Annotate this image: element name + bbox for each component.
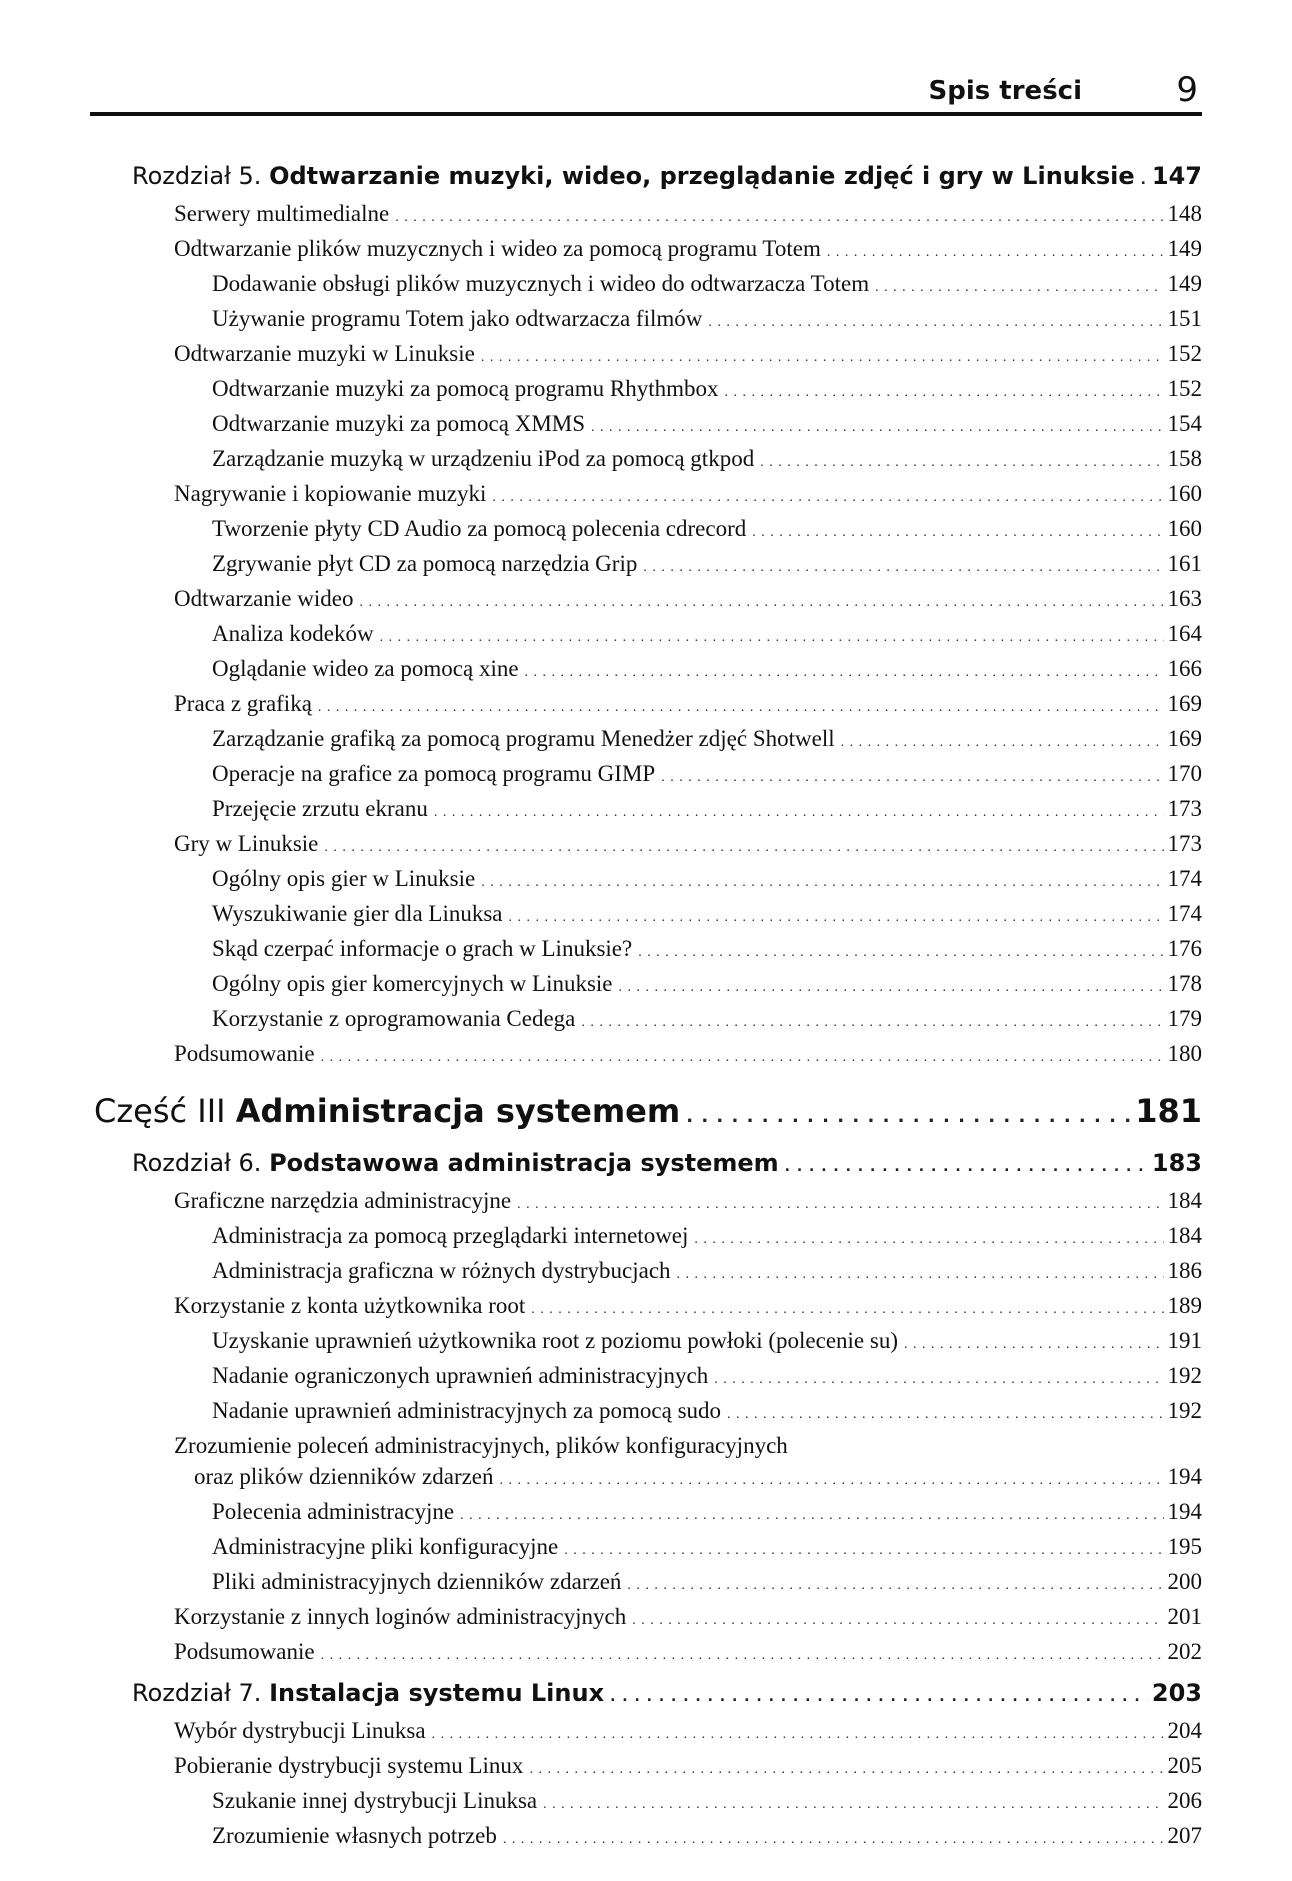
toc-entry-title: Korzystanie z konta użytkownika root [174, 1293, 526, 1318]
dot-leader [785, 1149, 1148, 1185]
toc-subsection-row [132, 1531, 1202, 1566]
toc-entry-title: Odtwarzanie wideo [174, 586, 354, 611]
toc-entry-title: Operacje na grafice za pomocą programu GIMP [212, 761, 656, 786]
dot-leader [434, 797, 1164, 828]
dot-leader [904, 1329, 1164, 1360]
toc-subsection-row [132, 548, 1202, 583]
toc-entry-title [132, 1675, 610, 1711]
part-prefix: Część III [94, 1092, 226, 1130]
toc-page-number: 169 [1167, 726, 1202, 751]
toc-subsection-row [132, 408, 1202, 443]
toc-entry-title: Administracja za pomocą przeglądarki internetowej [212, 1223, 689, 1248]
dot-leader [610, 1679, 1148, 1715]
dot-leader [481, 342, 1164, 373]
toc-page-number: 163 [1167, 586, 1202, 611]
dot-leader [841, 727, 1164, 758]
toc-chapter-row [132, 1145, 1202, 1185]
toc-entry-title: Przejęcie zrzutu ekranu [212, 796, 428, 821]
toc-entry-title: Analiza kodeków [212, 621, 374, 646]
chapter-prefix: Rozdział 7. [132, 1679, 262, 1707]
toc-subsection-row [132, 898, 1202, 933]
toc-page-number: 161 [1167, 551, 1202, 576]
toc-entry-title: Odtwarzanie muzyki za pomocą XMMS [212, 411, 586, 436]
chapter-prefix: Rozdział 6. [132, 1149, 262, 1177]
toc-section-row [132, 828, 1202, 863]
toc-page-number: 152 [1167, 341, 1202, 366]
toc-page-number: 147 [1151, 162, 1202, 190]
dot-leader [632, 1605, 1163, 1636]
toc-subsection-row [132, 373, 1202, 408]
toc-page-number: 154 [1167, 411, 1202, 436]
chapter-title: Odtwarzanie muzyki, wideo, przeglądanie zdjęć i gry w Linuksie [269, 162, 1135, 190]
toc-entry-title: Graficzne narzędzia administracyjne [174, 1188, 512, 1213]
toc-subsection-row [132, 303, 1202, 338]
dot-leader [827, 237, 1164, 268]
toc-entry-title: Zrozumienie poleceń administracyjnych, plików konfiguracyjnych [174, 1433, 788, 1458]
toc-subsection-row [132, 1820, 1202, 1855]
toc-page-number: 201 [1167, 1604, 1202, 1629]
toc-entry-title: Podsumowanie [174, 1041, 315, 1066]
toc-entry-title: Gry w Linuksie [174, 831, 319, 856]
dot-leader [1141, 162, 1148, 198]
toc-part-row [94, 1087, 1202, 1141]
toc-entry-title: Zarządzanie grafiką za pomocą programu Menedżer zdjęć Shotwell [212, 726, 835, 751]
toc-page-number: 152 [1167, 376, 1202, 401]
toc-page-number: 194 [1167, 1464, 1202, 1489]
dot-leader [359, 587, 1163, 618]
toc-entry-title: Szukanie innej dystrybucji Linuksa [212, 1788, 538, 1813]
toc-page-number: 207 [1167, 1823, 1202, 1848]
toc-page-number: 191 [1167, 1328, 1202, 1353]
toc-page-number: 184 [1167, 1188, 1202, 1213]
toc-page-number: 170 [1167, 761, 1202, 786]
toc-page-number: 204 [1167, 1718, 1202, 1743]
toc-subsection-row [132, 1220, 1202, 1255]
dot-leader [643, 552, 1163, 583]
toc-subsection-row [132, 268, 1202, 303]
dot-leader [591, 412, 1163, 443]
toc-subsection-row [132, 443, 1202, 478]
toc-entry-title: Polecenia administracyjne [212, 1499, 455, 1524]
chapter-title: Podstawowa administracja systemem [269, 1149, 779, 1177]
dot-leader [492, 482, 1163, 513]
toc-subsection-row [132, 1325, 1202, 1360]
dot-leader [714, 1364, 1163, 1395]
toc-entry-title: Administracja graficzna w różnych dystrybucjach [212, 1258, 671, 1283]
toc-page-number: 149 [1167, 271, 1202, 296]
toc-entry-title: Zrozumienie własnych potrzeb [212, 1823, 497, 1848]
toc-section-row [132, 1715, 1202, 1750]
toc-entry-title: Skąd czerpać informacje o grach w Linuksie? [212, 936, 633, 961]
toc-entry-title: Wyszukiwanie gier dla Linuksa [212, 901, 503, 926]
toc-page-number: 194 [1167, 1499, 1202, 1524]
toc-section-row [132, 478, 1202, 513]
toc-section-row [132, 1750, 1202, 1785]
toc-section-row [132, 338, 1202, 373]
toc-section-row [132, 1430, 1202, 1461]
toc-page-number: 186 [1167, 1258, 1202, 1283]
toc-page-number: 184 [1167, 1223, 1202, 1248]
toc-page-number: 205 [1167, 1753, 1202, 1778]
toc-entry-title: Korzystanie z innych loginów administracyjnych [174, 1604, 627, 1629]
toc-page-number: 206 [1167, 1788, 1202, 1813]
dot-leader [677, 1259, 1164, 1290]
dot-leader [564, 1535, 1163, 1566]
toc-page-number: 174 [1167, 866, 1202, 891]
toc-section-row [132, 1290, 1202, 1325]
toc-entry-title [132, 1145, 785, 1181]
dot-leader [503, 1824, 1164, 1855]
toc-entry-title: Wybór dystrybucji Linuksa [174, 1718, 426, 1743]
toc-entry-title: Zarządzanie muzyką w urządzeniu iPod za pomocą gtkpod [212, 446, 755, 471]
toc-page-number: 158 [1167, 446, 1202, 471]
dot-leader [760, 447, 1163, 478]
toc-subsection-row [132, 758, 1202, 793]
toc-subsection-row [132, 933, 1202, 968]
toc-page-number: 166 [1167, 656, 1202, 681]
toc-page-number: 183 [1151, 1149, 1202, 1177]
toc-page-number: 178 [1167, 971, 1202, 996]
toc-entry-title: Podsumowanie [174, 1639, 315, 1664]
toc-page-number: 164 [1167, 621, 1202, 646]
toc-entry-title: Ogólny opis gier komercyjnych w Linuksie [212, 971, 613, 996]
toc-page-number: 174 [1167, 901, 1202, 926]
toc-page-number: 149 [1167, 236, 1202, 261]
dot-leader [708, 307, 1163, 338]
toc-entry-title: Pliki administracyjnych dzienników zdarzeń [212, 1569, 622, 1594]
dot-leader [460, 1500, 1163, 1531]
dot-leader [509, 902, 1164, 933]
toc-entry-title: Nadanie ograniczonych uprawnień administracyjnych [212, 1363, 709, 1388]
dot-leader [752, 517, 1163, 548]
dot-leader [529, 1754, 1163, 1785]
toc-subsection-row [132, 1360, 1202, 1395]
toc-page-number: 200 [1167, 1569, 1202, 1594]
dot-leader [432, 1719, 1164, 1750]
toc-entry-title: Nagrywanie i kopiowanie muzyki [174, 481, 487, 506]
toc-entry-title [132, 158, 1141, 194]
toc-entry-title: Używanie programu Totem jako odtwarzacza filmów [212, 306, 703, 331]
dot-leader [517, 1189, 1163, 1220]
dot-leader [686, 1093, 1131, 1141]
toc-page-number: 176 [1167, 936, 1202, 961]
toc-entry-title: Serwery multimedialne [174, 201, 390, 226]
toc-section-row [132, 583, 1202, 618]
toc-subsection-row [132, 863, 1202, 898]
dot-leader [694, 1224, 1163, 1255]
toc-subsection-row [132, 1255, 1202, 1290]
toc-entry-title: Uzyskanie uprawnień użytkownika root z poziomu powłoki (polecenie su) [212, 1328, 898, 1353]
toc-section-row [132, 198, 1202, 233]
toc-page-number: 160 [1167, 481, 1202, 506]
toc-subsection-row [132, 793, 1202, 828]
toc-entry-title: Nadanie uprawnień administracyjnych za pomocą sudo [212, 1398, 722, 1423]
dot-leader [395, 202, 1163, 233]
toc-page-number: 192 [1167, 1398, 1202, 1423]
toc-chapter-row [132, 1675, 1202, 1715]
toc-page-number: 202 [1167, 1639, 1202, 1664]
chapter-title: Instalacja systemu Linux [269, 1679, 605, 1707]
toc-page-number: 160 [1167, 516, 1202, 541]
toc-subsection-row [132, 653, 1202, 688]
toc-subsection-row [132, 1785, 1202, 1820]
dot-leader [500, 1465, 1164, 1496]
dot-leader [324, 832, 1163, 863]
dot-leader [543, 1789, 1163, 1820]
dot-leader [321, 1640, 1164, 1671]
toc-entry-title: Oglądanie wideo za pomocą xine [212, 656, 519, 681]
dot-leader [725, 377, 1164, 408]
toc-page-number: 189 [1167, 1293, 1202, 1318]
toc-subsection-row [132, 618, 1202, 653]
toc-page-number: 179 [1167, 1006, 1202, 1031]
chapter-prefix: Rozdział 5. [132, 162, 262, 190]
dot-leader [619, 972, 1164, 1003]
dot-leader [531, 1294, 1163, 1325]
toc-chapter-row [132, 158, 1202, 198]
toc-section-row [132, 1185, 1202, 1220]
toc-entry-title: Tworzenie płyty CD Audio za pomocą polecenia cdrecord [212, 516, 747, 541]
toc-subsection-row [132, 1395, 1202, 1430]
toc-subsection-row [132, 1496, 1202, 1531]
toc-page-number: 173 [1167, 831, 1202, 856]
toc-section-row [132, 1601, 1202, 1636]
toc-section-row [132, 1636, 1202, 1671]
toc-page-number: 192 [1167, 1363, 1202, 1388]
dot-leader [380, 622, 1164, 653]
toc-page-number: 203 [1151, 1679, 1202, 1707]
dot-leader [727, 1399, 1163, 1430]
toc-entry-title: oraz plików dzienników zdarzeń [194, 1464, 494, 1489]
toc-page-number: 180 [1167, 1041, 1202, 1066]
dot-leader [627, 1570, 1163, 1601]
toc-entry-title: Odtwarzanie muzyki za pomocą programu Rhythmbox [212, 376, 719, 401]
toc-entry-title: Korzystanie z oprogramowania Cedega [212, 1006, 576, 1031]
toc-entry-title [94, 1087, 686, 1135]
dot-leader [581, 1007, 1163, 1038]
toc-entry-title: Ogólny opis gier w Linuksie [212, 866, 476, 891]
toc-subsection-row [132, 723, 1202, 758]
dot-leader [321, 1042, 1164, 1073]
toc-entry-title: Pobieranie dystrybucji systemu Linux [174, 1753, 524, 1778]
toc-subsection-row [132, 968, 1202, 1003]
table-of-contents [94, 154, 1202, 1855]
toc-entry-title: Odtwarzanie muzyki w Linuksie [174, 341, 475, 366]
running-header-title: Spis treści [928, 76, 1082, 106]
toc-entry-title: Praca z grafiką [174, 691, 312, 716]
toc-subsection-row [132, 1566, 1202, 1601]
toc-page-number: 195 [1167, 1534, 1202, 1559]
dot-leader [875, 272, 1163, 303]
toc-entry-title: Administracyjne pliki konfiguracyjne [212, 1534, 559, 1559]
toc-section-row [132, 233, 1202, 268]
toc-page-number: 173 [1167, 796, 1202, 821]
dot-leader [525, 657, 1164, 688]
dot-leader [318, 692, 1164, 723]
toc-entry-title: Odtwarzanie plików muzycznych i wideo za pomocą programu Totem [174, 236, 821, 261]
dot-leader [661, 762, 1163, 793]
toc-entry-title: Dodawanie obsługi plików muzycznych i wideo do odtwarzacza Totem [212, 271, 870, 296]
toc-page-number: 181 [1135, 1092, 1202, 1130]
toc-page-number: 151 [1167, 306, 1202, 331]
toc-subsection-row [132, 513, 1202, 548]
running-header [90, 68, 1202, 116]
part-title: Administracja systemem [235, 1092, 681, 1130]
toc-entry-title: Zgrywanie płyt CD za pomocą narzędzia Grip [212, 551, 638, 576]
dot-leader [481, 867, 1163, 898]
toc-section-row [132, 688, 1202, 723]
toc-section-row [132, 1038, 1202, 1073]
toc-page-number: 169 [1167, 691, 1202, 716]
toc-section-row [132, 1461, 1202, 1496]
dot-leader [638, 937, 1163, 968]
page-number: 9 [1176, 70, 1198, 110]
toc-subsection-row [132, 1003, 1202, 1038]
toc-page-number: 148 [1167, 201, 1202, 226]
